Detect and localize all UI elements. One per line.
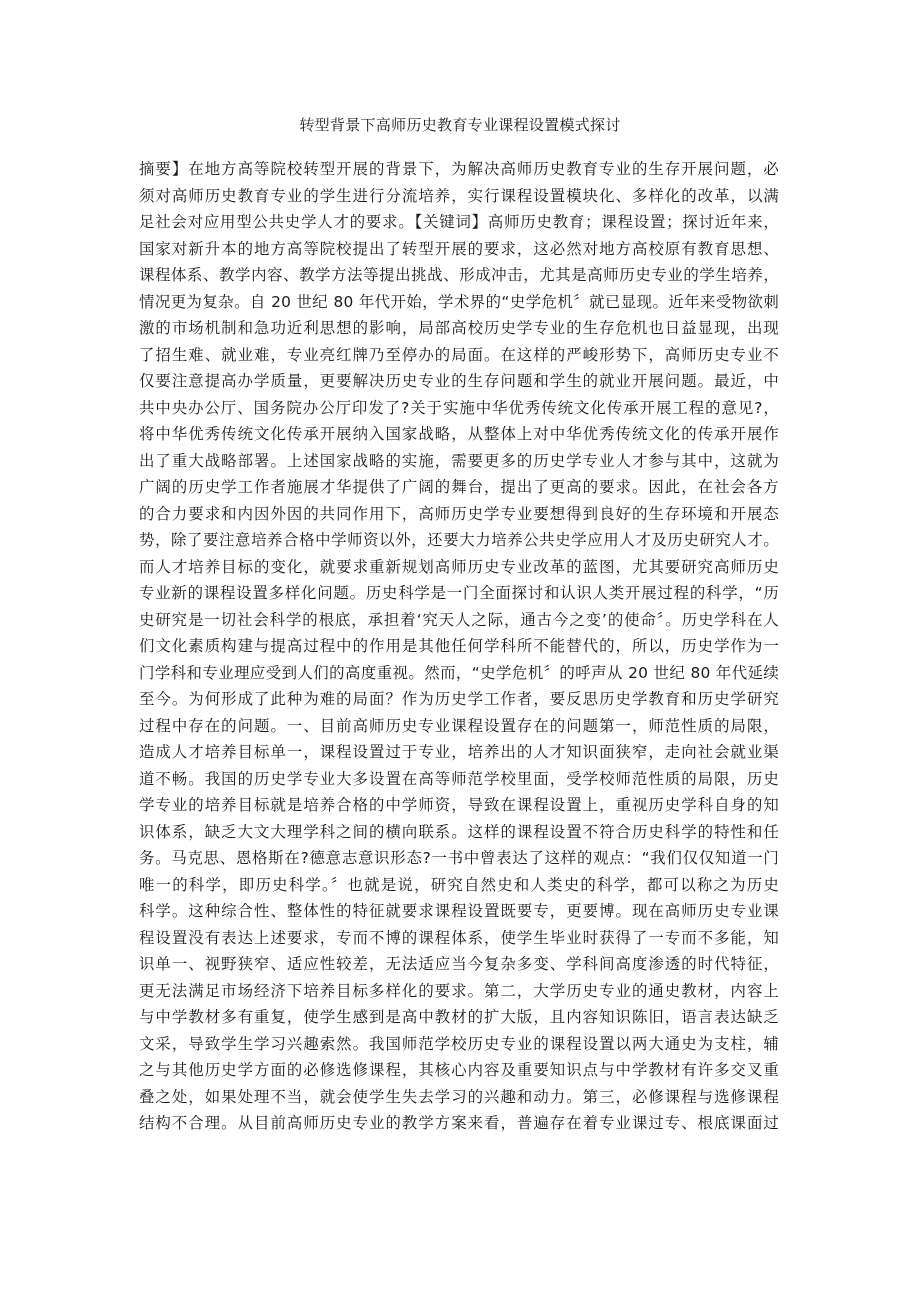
body-text-line: 国家对新升本的地方高等院校提出了转型开展的要求，这必然对地方高校原有教育思想、 [139,239,779,258]
body-text-line: 仅要注意提高办学质量，更要解决历史专业的生存问题和学生的就业开展问题。最近，中 [139,372,779,390]
body-text-line: 科学。这种综合性、整体性的特征就要求课程设置既要专，更要博。现在高师历史专业课 [139,902,779,920]
body-text-line: 势，除了要注意培养合格中学师资以外，还要大力培养公共史学应用人才及历史研究人才。 [139,531,779,549]
body-text-line: 们文化素质构建与提高过程中的作用是其他任何学科所不能替代的，所以，历史学作为一 [139,637,779,655]
body-text-line: 出了重大战略部署。上述国家战略的实施，需要更多的历史学专业人才参与其中，这就为 [139,451,779,470]
body-text-line: 结构不合理。从目前高师历史专业的教学方案来看，普遍存在着专业课过专、根底课面过 [139,1114,779,1132]
body-text-line: 学专业的培养目标就是培养合格的中学师资，导致在课程设置上，重视历史学科自身的知 [139,796,779,814]
body-text-line: 广阔的历史学工作者施展才华提供了广阔的舞台，提出了更高的要求。因此，在社会各方 [139,478,779,496]
body-text-line: 的合力要求和内因外因的共同作用下，高师历史学专业要想得到良好的生存环境和开展态 [139,504,779,523]
body-text-line: 与中学教材多有重复，使学生感到是高中教材的扩大版，且内容知识陈旧，语言表达缺乏 [139,1008,779,1026]
document-body [139,156,779,1137]
body-text-line: 文采，导致学生学习兴趣索然。我国师范学校历史专业的课程设置以两大通史为支柱，辅 [139,1034,779,1053]
body-text-line: 摘要】在地方高等院校转型开展的背景下，为解决高师历史教育专业的生存开展问题，必 [139,160,779,178]
body-text-line: 唯一的科学，即历史科学。〞也就是说，研究自然史和人类史的科学，都可以称之为历史 [139,875,779,894]
document-title: 转型背景下高师历史教育专业课程设置模式探讨 [299,116,621,134]
body-text-line: 足社会对应用型公共史学人才的要求。【关键词】高师历史教育；课程设置；探讨近年来， [139,213,779,231]
body-text-line: 共中央办公厅、国务院办公厅印发了?关于实施中华优秀传统文化传承开展工程的意见?， [139,398,779,417]
body-text-line: 门学科和专业理应受到人们的高度重视。然而，“史学危机〞的呼声从 20 世纪 80 年代延续 [139,663,779,682]
body-text-line: 将中华优秀传统文化传承开展纳入国家战略，从整体上对中华优秀传统文化的传承开展作 [139,425,779,443]
body-text-line: 程设置没有表达上述要求，专而不博的课程体系，使学生毕业时获得了一专而不多能，知 [139,928,779,947]
body-text-line: 叠之处，如果处理不当，就会使学生失去学习的兴趣和动力。第三，必修课程与选修课程 [139,1087,779,1106]
body-text-line: 了招生难、就业难，专业亮红牌乃至停办的局面。在这样的严峻形势下，高师历史专业不 [139,345,779,364]
body-text-line: 之与其他历史学方面的必修选修课程，其核心内容及重要知识点与中学教材有许多交叉重 [139,1061,779,1079]
body-text-line: 情况更为复杂。自 20 世纪 80 年代开始，学术界的“史学危机〞就已显现。近年来受物欲刺 [139,292,779,311]
body-text-line: 务。马克思、恩格斯在?德意志意识形态?一书中曾表达了这样的观点：“我们仅仅知道一门 [139,849,779,867]
body-text-line: 识单一、视野狭窄、适应性较差，无法适应当今复杂多变、学科间高度渗透的时代特征， [139,955,779,973]
body-text-line: 须对高师历史教育专业的学生进行分流培养，实行课程设置模块化、多样化的改革，以满 [139,186,779,205]
body-text-line: 更无法满足市场经济下培养目标多样化的要求。第二，大学历史专业的通史教材，内容上 [139,981,779,1000]
body-text-line: 激的市场机制和急功近利思想的影响，局部高校历史学专业的生存危机也日益显现，出现 [139,319,779,337]
body-text-line: 过程中存在的问题。一、目前高师历史专业课程设置存在的问题第一，师范性质的局限， [139,716,779,735]
body-text-line: 至今。为何形成了此种为难的局面？作为历史学工作者，要反思历史学教育和历史学研究 [139,690,779,708]
body-text-line: 课程体系、教学内容、教学方法等提出挑战、形成冲击，尤其是高师历史专业的学生培养， [139,266,779,284]
body-text-line: 而人才培养目标的变化，就要求重新规划高师历史专业改革的蓝图，尤其要研究高师历史 [139,557,779,576]
body-text-line: 造成人才培养目标单一，课程设置过于专业，培养出的人才知识面狭窄，走向社会就业渠 [139,743,779,761]
body-text-line: 专业新的课程设置多样化问题。历史科学是一门全面探讨和认识人类开展过程的科学，“历 [139,584,779,602]
body-text-line: 史研究是一切社会科学的根底，承担着‘究天人之际，通古今之变’的使命〞。历史学科在人 [139,610,779,629]
body-text-line: 识体系，缺乏大文大理学科之间的横向联系。这样的课程设置不符合历史科学的特性和任 [139,822,779,841]
body-text-line: 道不畅。我国的历史学专业大多设置在高等师范学校里面，受学校师范性质的局限，历史 [139,769,779,788]
